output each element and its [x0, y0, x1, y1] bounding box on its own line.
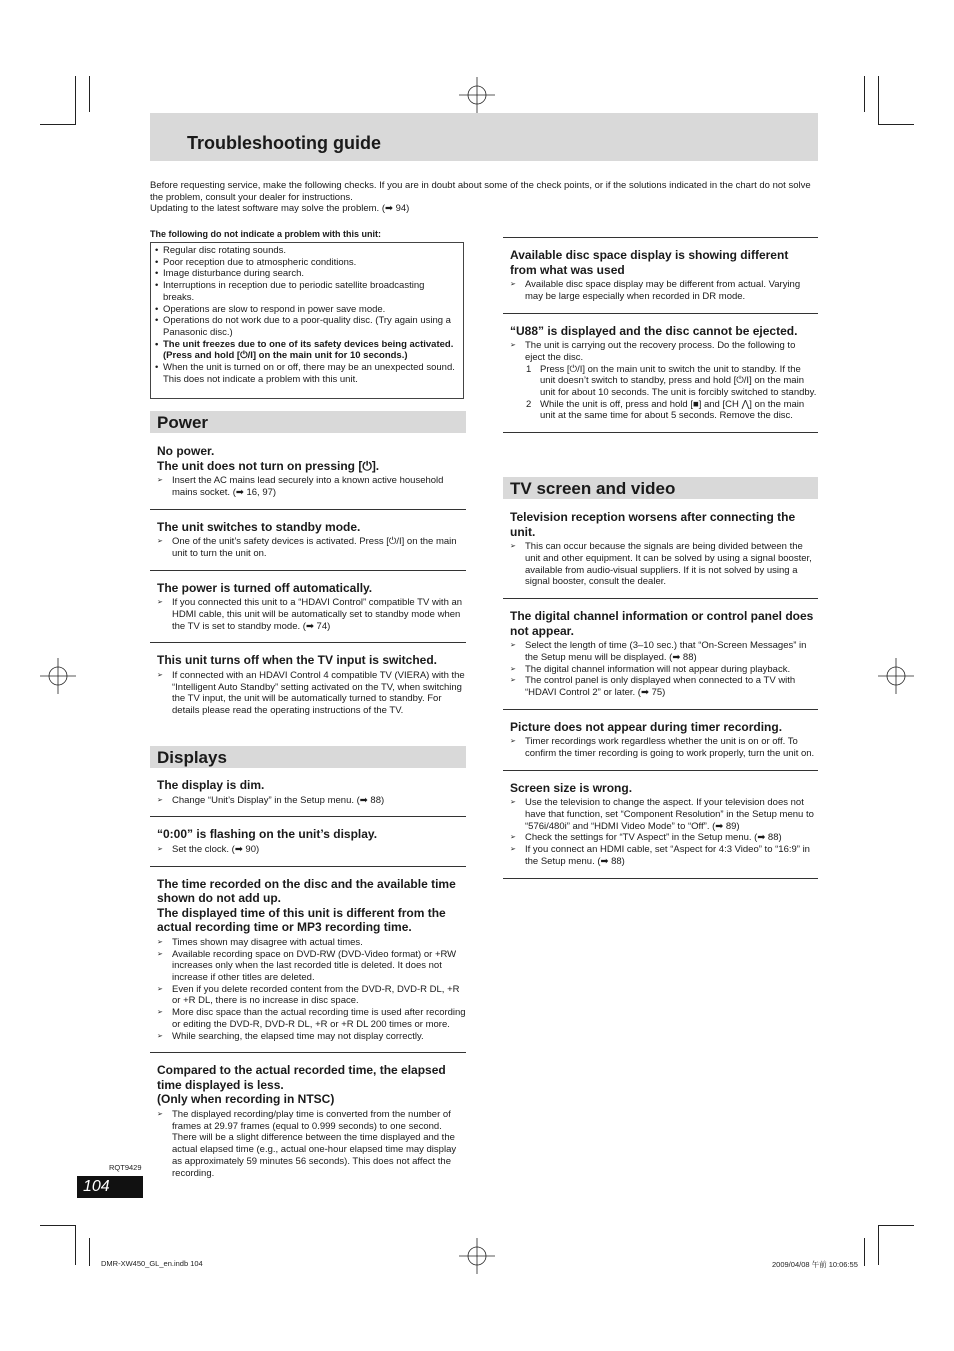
- faq-entry: [503, 709, 818, 770]
- answer-item: ➢ The digital channel information will not appear during playback.: [525, 664, 818, 676]
- list-item: • Regular disc rotating sounds.: [155, 245, 457, 257]
- question: “0:00” is flashing on the unit’s display.: [157, 827, 378, 842]
- registration-mark-icon: [459, 77, 495, 113]
- section-title: TV screen and video: [510, 479, 676, 498]
- step-number: 2: [526, 398, 532, 410]
- section-header-tv: [503, 477, 818, 499]
- question: “U88” is displayed and the disc cannot be ejected.: [510, 323, 798, 338]
- disc-entries: [503, 237, 818, 433]
- question: No power. The unit does not turn on pressing [⏻].: [157, 444, 380, 473]
- crop-mark: [878, 76, 879, 124]
- answer-item: ➢ Timer recordings work regardless whether the unit is on or off. To confirm the timer recording is going to work properly, turn the unit on.: [525, 736, 818, 759]
- answer-item: ➢ More disc space than the actual recording time is used after recording or editing the DVD-R, DVD-R DL, +R or +R DL 200 times or more.: [172, 1007, 466, 1030]
- faq-entry: [150, 778, 466, 816]
- question: The time recorded on the disc and the available time shown do not add up. The displayed time of this unit is different from the actual recording time or MP3 recording time.: [157, 876, 456, 935]
- step-item: [526, 363, 818, 399]
- faq-entry: [150, 1052, 466, 1189]
- not-problem-box: [150, 242, 464, 399]
- faq-entry: [503, 313, 818, 434]
- page-title: Troubleshooting guide: [187, 133, 381, 153]
- faq-entry: [503, 598, 818, 709]
- section-header-displays: [150, 746, 466, 768]
- power-entries: [150, 444, 466, 727]
- question: Compared to the actual recorded time, the elapsed time displayed is less. (Only when recording in NTSC): [157, 1063, 446, 1107]
- faq-entry: [150, 509, 466, 570]
- faq-entry: [150, 866, 466, 1053]
- intro-line: Updating to the latest software may solve the problem. (➡ 94): [150, 203, 410, 215]
- answer-item: ➢ Insert the AC mains lead securely into a known active household mains socket. (➡ 16, 97): [172, 475, 466, 498]
- answer-item: ➢ Even if you delete recorded content from the DVD-R, DVD-R DL, +R or +R DL, there is no increase in disc space.: [172, 984, 466, 1007]
- section-header-power: [150, 411, 466, 433]
- registration-mark-icon: [40, 658, 76, 694]
- crop-mark: [878, 1225, 879, 1265]
- tv-entries: [503, 510, 818, 879]
- answer-list: [503, 640, 818, 699]
- crop-mark: [75, 1225, 76, 1265]
- answer-item: ➢ Available recording space on DVD-RW (DVD-Video format) or +RW increases only when the last recorded title is deleted. It does not increase if other titles are deleted.: [172, 949, 466, 984]
- step-text: While the unit is off, press and hold [■] and [CH ⋀] on the main unit at the same time for about 5 seconds. Remove the disc.: [540, 398, 805, 422]
- answer-item: ➢ Set the clock. (➡ 90): [172, 844, 466, 856]
- answer-item: ➢ While searching, the elapsed time may not display correctly.: [172, 1031, 466, 1043]
- list-item: • Poor reception due to atmospheric conditions.: [155, 257, 457, 269]
- answer-list: [150, 937, 466, 1042]
- answer-item: ➢ This can occur because the signals are being divided between the unit and other equipment. It can be solved by using a signal booster, available from audio-visual suppliers. If it is not solved by using a signal booster, consult the dealer.: [525, 541, 818, 588]
- answer-item: ➢ If connected with an HDAVI Control 4 compatible TV (VIERA) with the “Intelligent Auto Standby” setting activated on the TV, when switching the TV input, the unit will be automatically turned to standby. For details please read the operating instructions of the TV.: [172, 670, 466, 717]
- question: The digital channel information or control panel does not appear.: [510, 609, 814, 638]
- answer-item: ➢ The displayed recording/play time is converted from the number of frames at 29.97 frames (equal to 0.999 seconds) to one second. There will be a slight difference between the time displayed and the actual elapsed time (e.g., actual one-hour elapsed time may display as approximately 59 minutes 56 seconds). This does not affect the recording.: [172, 1109, 466, 1179]
- answer-item: ➢ Times shown may disagree with actual times.: [172, 937, 466, 949]
- registration-mark-icon: [878, 658, 914, 694]
- step-item: [526, 398, 818, 422]
- crop-mark: [75, 76, 76, 124]
- answer-item: ➢ The unit is carrying out the recovery process. Do the following to eject the disc.: [525, 340, 818, 363]
- doc-code: RQT9429: [109, 1163, 142, 1172]
- crop-mark: [864, 76, 865, 112]
- not-problem-list: [155, 245, 457, 385]
- question: Television reception worsens after connecting the unit.: [510, 510, 796, 539]
- list-item: • The unit freezes due to one of its safety devices being activated. (Press and hold [⏻/I] on the main unit for 10 seconds.): [155, 339, 457, 362]
- faq-entry: [150, 816, 466, 865]
- answer-item: ➢ One of the unit’s safety devices is activated. Press [⏻/I] on the main unit to turn the unit on.: [172, 536, 466, 559]
- question: The unit switches to standby mode.: [157, 519, 361, 534]
- question: The display is dim.: [157, 778, 265, 792]
- faq-entry: [503, 237, 818, 313]
- answer-list: [503, 340, 818, 363]
- displays-entries: [150, 778, 466, 1189]
- crop-mark: [878, 1225, 914, 1226]
- list-item: • Operations are slow to respond in power save mode.: [155, 304, 457, 316]
- list-item: • Operations do not work due to a poor-quality disc. (Try again using a Panasonic disc.): [155, 315, 457, 338]
- answer-item: ➢ Available disc space display may be different from actual. Varying may be large especially when recorded in DR mode.: [525, 279, 818, 302]
- page-number: 104: [77, 1176, 143, 1198]
- list-item: • When the unit is turned on or off, there may be an unexpected sound. This does not indicate a problem with this unit.: [155, 362, 457, 385]
- crop-mark: [40, 1225, 76, 1226]
- crop-mark: [89, 1238, 90, 1266]
- answer-item: ➢ Change “Unit’s Display” in the Setup menu. (➡ 88): [172, 795, 466, 807]
- answer-list: [150, 536, 466, 559]
- answer-list: [503, 797, 818, 867]
- question: This unit turns off when the TV input is switched.: [157, 653, 437, 668]
- step-list: [503, 364, 818, 423]
- question: Available disc space display is showing different from what was used: [510, 248, 789, 277]
- list-item: • Interruptions in reception due to periodic satellite broadcasting breaks.: [155, 280, 457, 303]
- answer-list: [150, 844, 466, 856]
- crop-mark: [89, 76, 90, 112]
- step-text: Press [⏻/I] on the main unit to switch the unit to standby. If the unit doesn’t switch to standby, press and hold [⏻/I] on the main unit for about 10 seconds. The unit is forcibly switched to standby.: [540, 363, 817, 398]
- question: The power is turned off automatically.: [157, 580, 373, 595]
- crop-mark: [40, 124, 76, 125]
- intro-line: Before requesting service, make the following checks. If you are in doubt about some of the check points, or if the solutions indicated in the chart do not solve the problem, consult your dealer for instructions.: [150, 180, 811, 203]
- step-number: 1: [526, 363, 532, 375]
- faq-entry: [503, 770, 818, 879]
- faq-entry: [150, 444, 466, 509]
- faq-entry: [150, 570, 466, 643]
- answer-list: [150, 475, 466, 498]
- answer-list: [150, 795, 466, 807]
- answer-list: [150, 670, 466, 717]
- print-date: 2009/04/08 午前 10:06:55: [772, 1260, 858, 1269]
- file-info: DMR-XW450_GL_en.indb 104: [101, 1259, 203, 1268]
- list-item: • Image disturbance during search.: [155, 268, 457, 280]
- answer-item: ➢ Check the settings for “TV Aspect” in the Setup menu. (➡ 88): [525, 832, 818, 844]
- crop-mark: [864, 1238, 865, 1266]
- section-title: Displays: [157, 748, 227, 767]
- faq-entry: [150, 642, 466, 726]
- faq-entry: [503, 510, 818, 598]
- question: Picture does not appear during timer recording.: [510, 719, 783, 734]
- answer-item: ➢ If you connected this unit to a “HDAVI Control” compatible TV with an HDMI cable, this unit will be automatically set to standby mode when the TV is set to standby mode. (➡ 74): [172, 597, 466, 632]
- answer-item: ➢ Select the length of time (3–10 sec.) that “On-Screen Messages” in the Setup menu will be displayed. (➡ 88): [525, 640, 818, 663]
- answer-item: ➢ If you connect an HDMI cable, set “Aspect for 4:3 Video” to “16:9” in the Setup menu. (➡ 88): [525, 844, 818, 867]
- answer-list: [503, 279, 818, 302]
- answer-list: [150, 597, 466, 632]
- answer-list: [503, 736, 818, 759]
- crop-mark: [878, 124, 914, 125]
- section-title: Power: [157, 413, 209, 432]
- not-problem-heading: The following do not indicate a problem with this unit:: [150, 229, 381, 239]
- registration-mark-icon: [459, 1238, 495, 1274]
- answer-list: [150, 1109, 466, 1179]
- question: Screen size is wrong.: [510, 780, 633, 795]
- answer-item: ➢ Use the television to change the aspect. If your television does not have that function, set “Component Resolution” in the Setup menu to “576i/480i” and “HDMI Video Mode” to “Off”. (➡ 89): [525, 797, 818, 832]
- intro-text: [150, 180, 820, 215]
- answer-item: ➢ The control panel is only displayed when connected to a TV with “HDAVI Control 2” or later. (➡ 75): [525, 675, 818, 698]
- title-bar: [150, 113, 818, 161]
- answer-list: [503, 541, 818, 588]
